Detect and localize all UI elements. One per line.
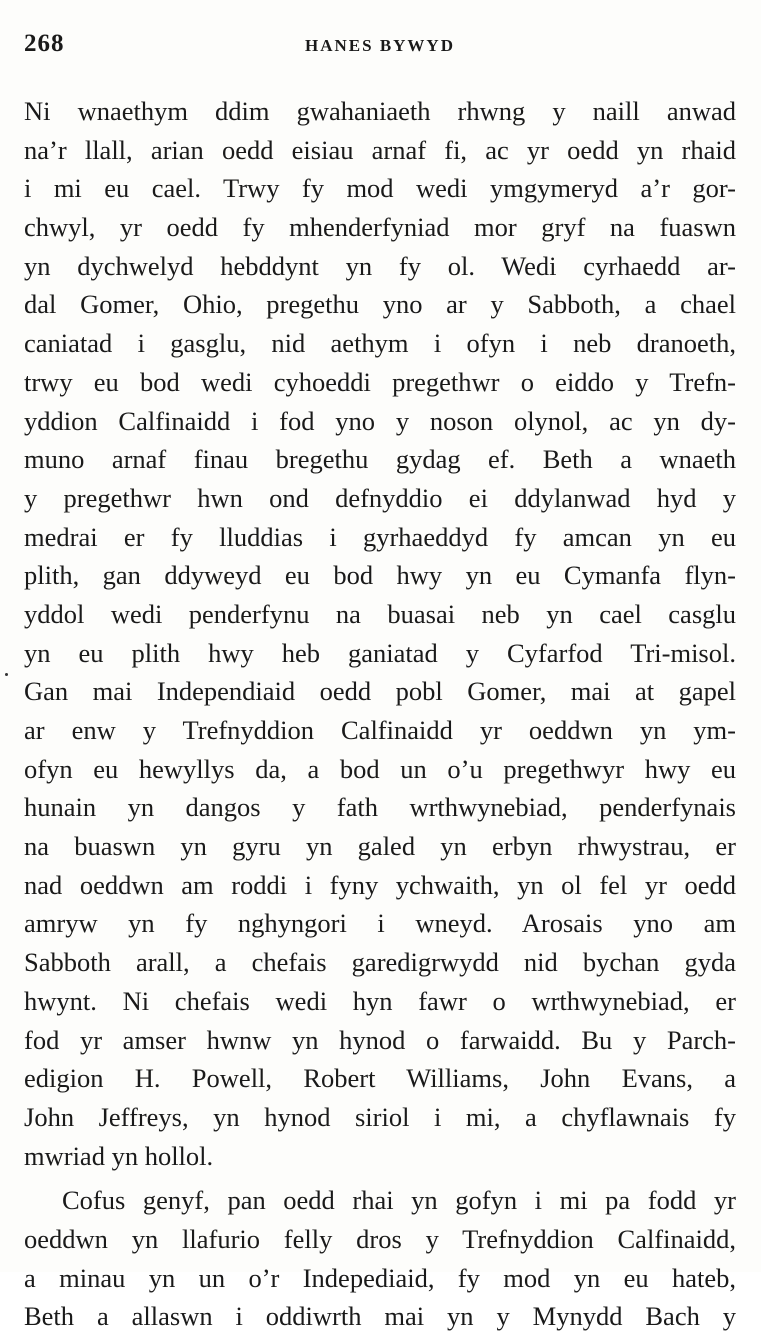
text-line: edigion H. Powell, Robert Williams, John Evans, a [24, 1063, 736, 1094]
paragraph-2 [24, 1181, 736, 1336]
running-head [24, 30, 736, 64]
text-line: yn dychwelyd hebddynt yn fy ol. Wedi cyrhaedd ar- [24, 250, 736, 281]
text-line: Beth a allaswn i oddiwrth mai yn y Mynydd Bach y [24, 1301, 736, 1332]
text-line: a minau yn un o’r Indepediaid, fy mod yn eu hateb, [24, 1262, 736, 1293]
text-line: Sabboth arall, a chefais garedigrwydd nid bychan gyda [24, 947, 736, 978]
text-line: amryw yn fy nghyngori i wneyd. Arosais yno am [24, 908, 736, 939]
text-line: nad oeddwn am roddi i fyny ychwaith, yn ol fel yr oedd [24, 869, 736, 900]
text-line: na buaswn yn gyru yn galed yn erbyn rhwystrau, er [24, 831, 736, 862]
text-line: trwy eu bod wedi cyhoeddi pregethwr o eiddo y Trefn- [24, 366, 736, 397]
text-line: plith, gan ddyweyd eu bod hwy yn eu Cymanfa flyn- [24, 560, 736, 591]
body-text [24, 92, 736, 1336]
text-line: hunain yn dangos y fath wrthwynebiad, penderfynais [24, 792, 736, 823]
text-line: John Jeffreys, yn hynod siriol i mi, a chyflawnais fy [24, 1101, 736, 1132]
text-line: muno arnaf finau bregethu gydag ef. Beth a wnaeth [24, 444, 736, 475]
text-line: i mi eu cael. Trwy fy mod wedi ymgymeryd a’r gor- [24, 173, 736, 204]
text-line: yddion Calfinaidd i fod yno y noson olynol, ac yn dy- [24, 405, 736, 436]
text-line: fod yr amser hwnw yn hynod o farwaidd. Bu y Parch- [24, 1024, 736, 1055]
page-number: 268 [24, 30, 65, 57]
text-line: caniatad i gasglu, nid aethym i ofyn i neb dranoeth, [24, 328, 736, 359]
text-line: yddol wedi penderfynu na buasai neb yn cael casglu [24, 598, 736, 629]
text-line: hwynt. Ni chefais wedi hyn fawr o wrthwynebiad, er [24, 985, 736, 1016]
running-title: HANES BYWYD [305, 36, 455, 55]
text-line: Gan mai Independiaid oedd pobl Gomer, mai at gapel [24, 676, 736, 707]
text-line: mwriad yn hollol. [24, 1140, 214, 1171]
text-line: ar enw y Trefnyddion Calfinaidd yr oeddwn yn ym- [24, 715, 736, 745]
text-line: Cofus genyf, pan oedd rhai yn gofyn i mi pa fodd yr [62, 1185, 736, 1216]
text-line: y pregethwr hwn ond defnyddio ei ddylanwad hyd y [24, 482, 736, 513]
text-line: yn eu plith hwy heb ganiatad y Cyfarfod Tri-misol. [24, 637, 736, 668]
text-line: medrai er fy lluddias i gyrhaeddyd fy amcan yn eu [24, 521, 736, 552]
text-line: oeddwn yn llafurio felly dros y Trefnyddion Calfinaidd, [24, 1223, 736, 1254]
text-line: ofyn eu hewyllys da, a bod un o’u pregethwyr hwy eu [24, 753, 736, 784]
paragraph-1 [24, 92, 736, 1175]
text-line: Ni wnaethym ddim gwahaniaeth rhwng y naill anwad [24, 96, 736, 126]
text-line: na’r llall, arian oedd eisiau arnaf fi, ac yr oedd yn rhaid [24, 134, 736, 165]
text-line: dal Gomer, Ohio, pregethu yno ar y Sabboth, a chael [24, 289, 736, 320]
text-line: chwyl, yr oedd fy mhenderfyniad mor gryf na fuaswn [24, 212, 736, 243]
ink-speck [5, 673, 8, 676]
